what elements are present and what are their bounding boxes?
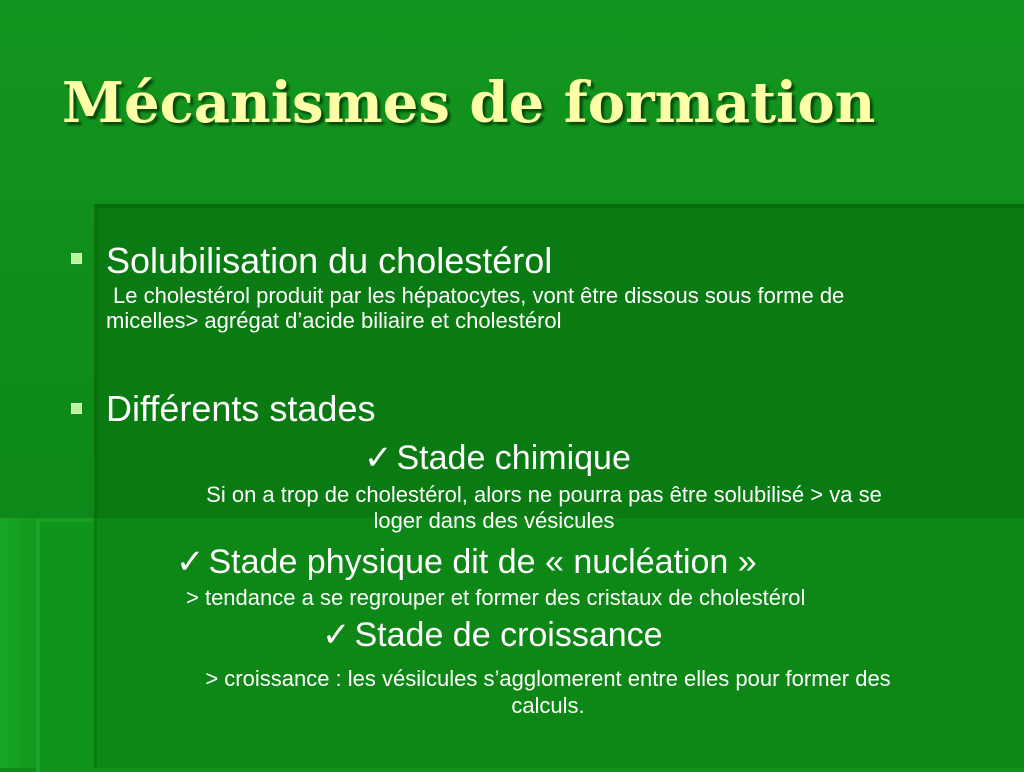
stage-description-line: > tendance a se regrouper et former des cristaux de cholestérol (186, 585, 806, 610)
bullet-detail-line: Le cholestérol produit par les hépatocytes, vont être dissous sous forme de (113, 283, 845, 308)
bullet-detail-line: micelles> agrégat d’acide biliaire et cholestérol (106, 308, 562, 333)
stage-description-line: calculs. (511, 693, 585, 718)
stage-description-line: Si on a trop de cholestérol, alors ne pourra pas être solubilisé > va se (206, 482, 882, 507)
square-bullet-icon (71, 403, 82, 414)
slide-title: Mécanismes de formation (62, 70, 876, 136)
stage-label: Stade de croissance (354, 616, 663, 654)
checkmark-icon: ✓ (364, 439, 393, 477)
background-left-strip (0, 518, 36, 768)
stage-label: Stade chimique (396, 439, 631, 477)
stage-chimique (364, 438, 631, 478)
stage-physique (176, 542, 757, 582)
stage-description-line: > croissance : les vésilcules s’agglomerent entre elles pour former des (205, 666, 891, 691)
stage-croissance (322, 615, 663, 655)
bullet-heading-stades: Différents stades (106, 388, 376, 429)
stage-description-line: loger dans des vésicules (373, 508, 615, 533)
square-bullet-icon (71, 253, 82, 264)
checkmark-icon: ✓ (322, 616, 351, 654)
bullet-heading-solubilisation: Solubilisation du cholestérol (106, 240, 553, 281)
stage-label: Stade physique dit de « nucléation » (208, 543, 757, 581)
checkmark-icon: ✓ (176, 543, 205, 581)
